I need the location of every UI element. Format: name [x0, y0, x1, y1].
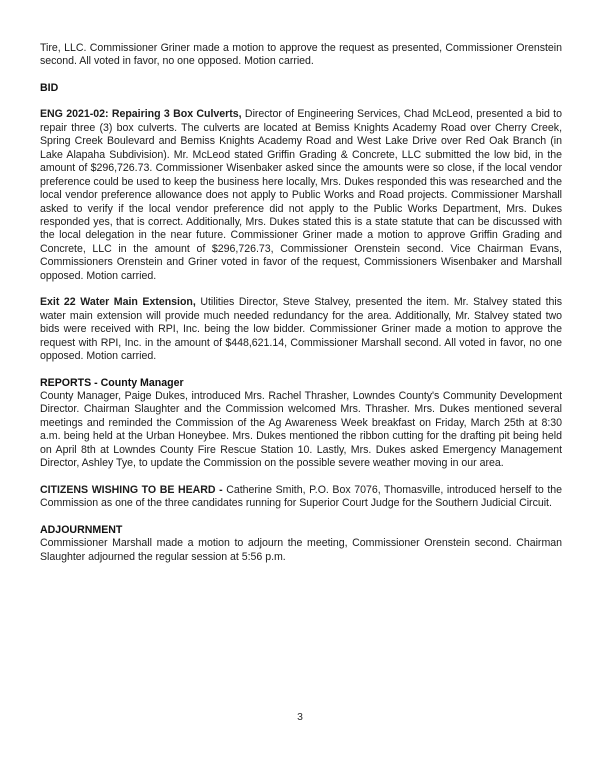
spacer: [40, 471, 562, 484]
agenda-item-exit-22-body: Utilities Director, Steve Stalvey, presented the item. Mr. Stalvey stated this water main extension will provide much needed redundancy for the area. Additionally, Mr. Stalvey stated two bids were received with RPI, Inc. being the low bidder. Commissioner Griner made a motion to approve the request with RPI, Inc. in the amount of $448,621.14, Commissioner Marshall second. All voted in favor, no one opposed. Motion carried.: [40, 296, 562, 363]
page-number: 3: [297, 712, 303, 723]
agenda-item-eng-2021-02-lead: ENG 2021-02: Repairing 3 Box Culverts,: [40, 108, 242, 121]
spacer: [40, 364, 562, 377]
section-heading-adjournment: ADJOURNMENT: [40, 523, 123, 536]
section-heading-bid: BID: [40, 81, 59, 94]
section-heading-reports: REPORTS - County Manager: [40, 376, 184, 389]
continued-paragraph: Tire, LLC. Commissioner Griner made a motion to approve the request as presented, Commissioner Orenstein second. All voted in favor, no one opposed. Motion carried.: [40, 42, 562, 68]
agenda-item-citizens-body: Catherine Smith, P.O. Box 7076, Thomasville, introduced herself to the Commission as one of the three candidates running for Superior Court Judge for the Southern Judicial Circuit.: [40, 483, 562, 510]
adjournment-body: Commissioner Marshall made a motion to adjourn the meeting, Commissioner Orenstein second. Chairman Slaughter adjourned the regular session at 5:56 p.m.: [40, 537, 562, 563]
page-body: [40, 42, 562, 564]
spacer: [40, 511, 562, 524]
agenda-item-citizens-lead: CITIZENS WISHING TO BE HEARD -: [40, 483, 223, 496]
agenda-item-citizens-wishing-to-be-heard: [40, 484, 562, 511]
spacer: [40, 283, 562, 296]
spacer: [40, 69, 562, 82]
spacer: [40, 95, 562, 108]
agenda-item-eng-2021-02-body: Director of Engineering Services, Chad McLeod, presented a bid to repair three (3) box culverts. The culverts are located at Bemiss Knights Academy Road over Cherry Creek, Spring Creek Boulevard and Bemiss Knights Academy Road and West Lake Drive over Red Oak Branch (in Lake Alapaha Subdivision). Mr. McLeod stated Griffin Grading & Concrete, LLC submitted the low bid, in the amount of $296,726.73. Commissioner Wisenbaker asked since the amounts were so close, if the local vendor preference could be used to keep the business here locally, Mrs. Dukes responded this was researched and the local vendor preference allowance does not apply to Public Works and Road projects. Commissioner Marshall asked to verify if the local vendor preference did not apply to the Public Works Department, Mrs. Dukes responded yes, that is correct. Additionally, Mrs. Dukes stated this is a state statute that can be discussed with the local delegation in the near future. Commissioner Griner made a motion to approve Griffin Grading and Concrete, LLC in the amount of $296,726.73, Commissioner Orenstein second. Vice Chairman Evans, Commissioners Orenstein and Griner voted in favor of the request, Commissioners Wisenbaker and Marshall opposed. Motion carried.: [40, 108, 562, 282]
reports-body: County Manager, Paige Dukes, introduced Mrs. Rachel Thrasher, Lowndes County's Community Development Director. Chairman Slaughter and the Commission welcomed Mrs. Thrasher. Mrs. Dukes mentioned several meetings and reminded the Commission of the Ag Awareness Week breakfast on Friday, March 25th at 8:30 a.m. being held at the Urban Honeybee. Mrs. Dukes mentioned the ribbon cutting for the drafting pit being held on April 8th at Lowndes County Fire Rescue Station 10. Lastly, Mrs. Dukes asked Emergency Management Director, Ashley Tye, to update the Commission on the possible severe weather moving in our area.: [40, 389, 562, 470]
agenda-item-exit-22-lead: Exit 22 Water Main Extension,: [40, 296, 196, 309]
agenda-item-exit-22: [40, 296, 562, 363]
agenda-item-eng-2021-02: [40, 108, 562, 283]
